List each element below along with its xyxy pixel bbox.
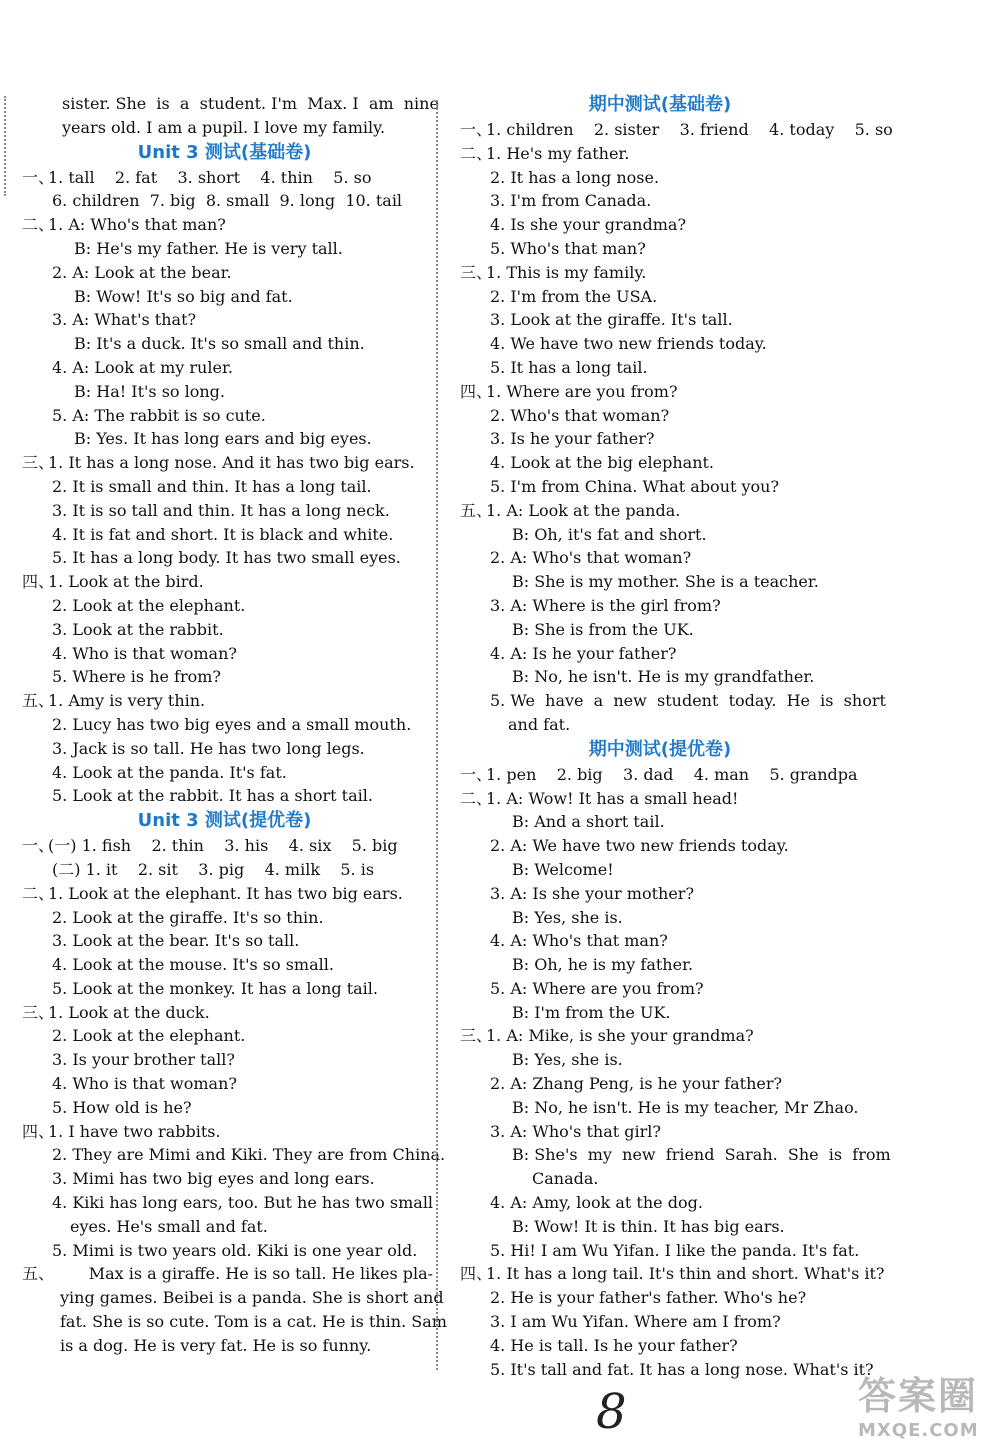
answer-line xyxy=(22,546,427,570)
answer-line xyxy=(460,642,860,666)
answer-line xyxy=(22,1120,427,1144)
answer-line xyxy=(22,1167,427,1191)
answer-text: 3. Jack is so tall. He has two long legs. xyxy=(52,738,365,758)
answer-line xyxy=(460,1167,860,1191)
watermark-text: 答案圈 xyxy=(858,1374,979,1418)
answer-line xyxy=(22,523,427,547)
answer-line xyxy=(22,261,427,285)
answer-text: B: She is my mother. She is a teacher. xyxy=(512,572,819,592)
right-column xyxy=(460,92,893,1381)
answer-text: B: I'm from the UK. xyxy=(512,1002,671,1022)
answer-text: 5. Look at the monkey. It has a long tail. xyxy=(52,978,378,998)
answer-line xyxy=(22,953,427,977)
answer-line xyxy=(460,1120,860,1144)
answer-line xyxy=(460,499,860,523)
answer-line xyxy=(22,713,427,737)
answer-line xyxy=(22,189,427,213)
question-number: 四、 xyxy=(460,381,493,401)
section-title: Unit 3 测试(基础卷) xyxy=(137,141,312,163)
answer-text: 1. This is my family. xyxy=(486,262,647,282)
answer-text: 2. Lucy has two big eyes and a small mouth. xyxy=(52,714,412,734)
answer-line xyxy=(22,737,427,761)
answer-text: 5. Look at the rabbit. It has a short tail. xyxy=(52,786,373,806)
answer-line xyxy=(460,213,860,237)
answer-text: 2. A: Who's that woman? xyxy=(490,548,692,568)
answer-line xyxy=(22,475,427,499)
answer-text: 5. Hi! I am Wu Yifan. I like the panda. It's fat. xyxy=(490,1240,860,1260)
answer-text: 2. They are Mimi and Kiki. They are from China. xyxy=(52,1145,446,1165)
answer-text: B: No, he isn't. He is my teacher, Mr Zhao. xyxy=(512,1097,859,1117)
answer-line xyxy=(22,92,439,116)
answer-line xyxy=(22,237,427,261)
answer-line xyxy=(460,308,860,332)
answer-text: 5. Mimi is two years old. Kiki is one year old. xyxy=(52,1240,418,1260)
answer-line xyxy=(460,380,860,404)
answer-text: sister. She is a student. I'm Max. I am nine xyxy=(62,94,439,113)
section-title: Unit 3 测试(提优卷) xyxy=(137,810,312,832)
answer-line xyxy=(22,977,427,1001)
answer-line xyxy=(22,1072,427,1096)
answer-text: 4. Look at the mouse. It's so small. xyxy=(52,955,334,975)
answer-line xyxy=(22,761,427,785)
answer-text: 1. I have two rabbits. xyxy=(48,1121,221,1141)
answer-text: 3. It is so tall and thin. It has a long neck. xyxy=(52,500,390,520)
answer-line xyxy=(460,546,860,570)
answer-line xyxy=(460,618,860,642)
answer-line xyxy=(460,1262,885,1286)
answer-text: 3. A: What's that? xyxy=(52,310,197,330)
answer-line xyxy=(460,475,860,499)
answer-text: 3. A: Who's that girl? xyxy=(490,1121,661,1141)
answer-line xyxy=(460,356,860,380)
answer-text: 3. Look at the giraffe. It's tall. xyxy=(490,310,733,330)
question-number: 五、 xyxy=(22,691,55,711)
answer-text: B: And a short tail. xyxy=(512,812,665,832)
answer-text: 1. A: Mike, is she your grandma? xyxy=(486,1026,754,1046)
question-number: 三、 xyxy=(460,1026,493,1046)
answer-line xyxy=(460,237,860,261)
answer-text: (一) 1. fish 2. thin 3. his 4. six 5. big xyxy=(48,836,398,856)
answer-text: B: It's a duck. It's so small and thin. xyxy=(74,334,365,354)
answer-line xyxy=(22,1048,427,1072)
answer-text: 2. A: Zhang Peng, is he your father? xyxy=(490,1074,783,1094)
answer-text: 2. Who's that woman? xyxy=(490,405,670,425)
answer-line xyxy=(460,1358,874,1382)
answer-line xyxy=(22,1310,447,1334)
answer-text: 4. It is fat and short. It is black and white. xyxy=(52,524,394,544)
answer-line xyxy=(460,1001,860,1025)
answer-line xyxy=(460,929,860,953)
answer-line xyxy=(460,713,860,737)
answer-line xyxy=(460,1334,860,1358)
answer-text: 4. Who is that woman? xyxy=(52,643,237,663)
answer-line xyxy=(460,953,860,977)
answer-line xyxy=(22,1024,427,1048)
question-number: 四、 xyxy=(22,572,55,592)
answer-text: 4. Who is that woman? xyxy=(52,1074,237,1094)
answer-text: 3. Is your brother tall? xyxy=(52,1050,235,1070)
answer-text: 4. He is tall. Is he your father? xyxy=(490,1335,738,1355)
answer-line xyxy=(460,142,860,166)
answer-line xyxy=(22,1286,444,1310)
answer-line xyxy=(460,189,860,213)
answer-text: 4. Kiki has long ears, too. But he has two small xyxy=(52,1193,434,1213)
answer-text: 1. children 2. sister 3. friend 4. today 5. so xyxy=(486,120,893,139)
answer-text: 4. A: Who's that man? xyxy=(490,931,668,951)
answer-line xyxy=(22,834,427,858)
answer-text: is a dog. He is very fat. He is so funny. xyxy=(60,1335,372,1355)
answer-line xyxy=(22,1096,427,1120)
answer-text: 2. He is your father's father. Who's he? xyxy=(490,1288,807,1308)
answer-line xyxy=(22,570,427,594)
answer-line xyxy=(460,763,860,787)
page-number: 8 xyxy=(596,1384,627,1440)
answer-text: B: Wow! It is thin. It has big ears. xyxy=(512,1216,785,1236)
answer-text: 1. Where are you from? xyxy=(486,381,678,401)
answer-text: B: She is from the UK. xyxy=(512,619,694,639)
answer-line xyxy=(22,665,427,689)
question-number: 二、 xyxy=(22,215,55,235)
answer-text: 1. A: Who's that man? xyxy=(48,215,226,235)
question-number: 一、 xyxy=(22,836,55,856)
answer-line xyxy=(22,1239,427,1263)
answer-text: 3. A: Is she your mother? xyxy=(490,883,695,903)
answer-line xyxy=(460,834,860,858)
answer-line xyxy=(22,1001,427,1025)
answer-text: 5. It has a long body. It has two small eyes. xyxy=(52,548,401,568)
answer-line xyxy=(22,929,427,953)
answer-line xyxy=(22,332,427,356)
answer-text: 2. It is small and thin. It has a long tail. xyxy=(52,476,372,496)
answer-text: 3. Look at the bear. It's so tall. xyxy=(52,931,300,951)
answer-text: 5. We have a new student today. He is short xyxy=(490,691,886,711)
answer-line xyxy=(22,451,427,475)
question-number: 三、 xyxy=(22,1002,55,1022)
answer-text: 5. Who's that man? xyxy=(490,238,646,258)
question-number: 三、 xyxy=(460,262,493,282)
answer-line xyxy=(22,882,427,906)
answer-text: 2. Look at the elephant. xyxy=(52,1026,246,1046)
section-title: 期中测试(提优卷) xyxy=(588,738,732,760)
answer-text: 5. Where is he from? xyxy=(52,667,221,687)
answer-line xyxy=(22,499,427,523)
answer-text: Canada. xyxy=(532,1169,599,1189)
answer-text: 1. Look at the elephant. It has two big ears. xyxy=(48,883,403,903)
answer-text: 1. Look at the duck. xyxy=(48,1002,210,1022)
answer-text: and fat. xyxy=(508,714,571,734)
answer-text: 5. I'm from China. What about you? xyxy=(490,476,780,496)
answer-line xyxy=(460,787,860,811)
answer-text: 4. We have two new friends today. xyxy=(490,334,767,354)
question-number: 二、 xyxy=(460,788,493,808)
answer-line xyxy=(22,1334,427,1358)
answer-line xyxy=(460,1215,860,1239)
answer-text: B: No, he isn't. He is my grandfather. xyxy=(512,667,815,687)
answer-line xyxy=(22,906,427,930)
answer-line xyxy=(22,642,427,666)
answer-line xyxy=(22,356,427,380)
answer-text: B: He's my father. He is very tall. xyxy=(74,238,343,258)
answer-text: 1. A: Wow! It has a small head! xyxy=(486,788,739,808)
answer-line xyxy=(460,1048,860,1072)
answer-line xyxy=(460,1024,860,1048)
answer-line xyxy=(460,1143,891,1167)
answer-line xyxy=(22,380,427,404)
section-title: 期中测试(基础卷) xyxy=(588,94,732,115)
question-number: 二、 xyxy=(460,143,493,163)
answer-line xyxy=(460,1310,860,1334)
question-number: 五、 xyxy=(22,1264,55,1284)
answer-line xyxy=(460,1191,860,1215)
answer-text: 5. How old is he? xyxy=(52,1097,192,1117)
answer-text: B: Oh, he is my father. xyxy=(512,955,694,975)
answer-line xyxy=(460,451,860,475)
question-number: 三、 xyxy=(22,453,55,473)
answer-line xyxy=(460,1072,860,1096)
answer-text: 4. Look at the panda. It's fat. xyxy=(52,762,287,782)
answer-text: 1. Amy is very thin. xyxy=(48,691,206,711)
answer-line xyxy=(460,261,860,285)
answer-text: 2. I'm from the USA. xyxy=(490,286,658,306)
question-number: 二、 xyxy=(22,883,55,903)
answer-text: 1. He's my father. xyxy=(486,143,630,163)
answer-line xyxy=(22,116,427,140)
watermark-logo xyxy=(858,1365,998,1450)
watermark-url: MXQE.COM xyxy=(858,1420,979,1441)
answer-line xyxy=(22,594,427,618)
question-number: 五、 xyxy=(460,500,493,520)
answer-line xyxy=(460,906,860,930)
answer-line xyxy=(460,810,860,834)
question-number: 四、 xyxy=(460,1264,493,1284)
answer-line xyxy=(22,404,427,428)
left-column xyxy=(22,92,447,1358)
answer-text: fat. She is so cute. Tom is a cat. He is thin. Sam xyxy=(60,1312,447,1332)
answer-line xyxy=(460,977,860,1001)
answer-line xyxy=(460,570,860,594)
answer-line xyxy=(22,213,427,237)
answer-line xyxy=(22,166,427,190)
answer-text: 3. Look at the rabbit. xyxy=(52,619,224,639)
answer-line xyxy=(22,784,427,808)
answer-line xyxy=(460,858,860,882)
answer-text: 4. A: Amy, look at the dog. xyxy=(490,1193,703,1213)
answer-text: B: Welcome! xyxy=(512,859,614,879)
answer-text: B: Ha! It's so long. xyxy=(74,381,225,401)
answer-text: eyes. He's small and fat. xyxy=(70,1216,268,1236)
answer-line xyxy=(22,285,427,309)
answer-text: 6. children 7. big 8. small 9. long 10. tail xyxy=(52,191,403,211)
question-number: 一、 xyxy=(22,167,55,187)
answer-text: B: Wow! It's so big and fat. xyxy=(74,286,293,306)
answer-line xyxy=(460,882,860,906)
answer-text: 2. It has a long nose. xyxy=(490,167,660,187)
answer-text: 5. It's tall and fat. It has a long nose. What's it? xyxy=(490,1359,874,1379)
answer-line xyxy=(460,332,860,356)
answer-text: 1. It has a long nose. And it has two big ears. xyxy=(48,453,415,473)
answer-text: B: Yes, she is. xyxy=(512,907,623,927)
answer-text: 3. Is he your father? xyxy=(490,429,655,449)
answer-text: B: Oh, it's fat and short. xyxy=(512,524,707,544)
answer-line xyxy=(460,689,886,713)
answer-line xyxy=(460,285,860,309)
answer-text: 4. Look at the big elephant. xyxy=(490,453,715,473)
answer-line xyxy=(22,1215,427,1239)
answer-line xyxy=(460,118,893,142)
answer-text: 2. Look at the giraffe. It's so thin. xyxy=(52,907,324,927)
answer-text: 3. A: Where is the girl from? xyxy=(490,595,721,615)
answer-text: 5. A: The rabbit is so cute. xyxy=(52,405,266,425)
answer-text: 2. Look at the elephant. xyxy=(52,595,246,615)
answer-line xyxy=(460,594,860,618)
binding-edge-dots xyxy=(4,96,6,196)
answer-text: 1. tall 2. fat 3. short 4. thin 5. so xyxy=(48,167,372,187)
answer-line xyxy=(22,1191,434,1215)
answer-line xyxy=(22,308,427,332)
answer-text: B: Yes. It has long ears and big eyes. xyxy=(74,429,372,449)
column-divider xyxy=(436,100,438,1370)
question-number: 一、 xyxy=(460,120,493,139)
answer-line xyxy=(460,166,860,190)
answer-text: 3. Mimi has two big eyes and long ears. xyxy=(52,1169,375,1189)
answer-text: 1. Look at the bird. xyxy=(48,572,204,592)
answer-line xyxy=(22,1143,446,1167)
answer-line xyxy=(460,665,860,689)
answer-line xyxy=(22,1262,434,1286)
answer-line xyxy=(460,523,860,547)
question-number: 四、 xyxy=(22,1121,55,1141)
answer-text: (二) 1. it 2. sit 3. pig 4. milk 5. is xyxy=(52,859,375,879)
answer-text: 1. It has a long tail. It's thin and short. What's it? xyxy=(486,1264,885,1284)
question-number: 一、 xyxy=(460,764,493,784)
answer-text: Max is a giraffe. He is so tall. He likes pla- xyxy=(48,1264,434,1284)
answer-line xyxy=(460,1239,860,1263)
answer-line xyxy=(22,427,427,451)
answer-line xyxy=(460,427,860,451)
answer-text: 5. It has a long tail. xyxy=(490,357,648,377)
answer-line xyxy=(460,1286,860,1310)
answer-text: 3. I am Wu Yifan. Where am I from? xyxy=(490,1312,781,1332)
answer-text: 4. A: Is he your father? xyxy=(490,643,677,663)
answer-text: 2. A: Look at the bear. xyxy=(52,262,232,282)
answer-text: ying games. Beibei is a panda. She is short and xyxy=(60,1288,444,1308)
answer-text: 1. A: Look at the panda. xyxy=(486,500,681,520)
answer-text: B: She's my new friend Sarah. She is from xyxy=(512,1145,891,1165)
answer-text: 4. Is she your grandma? xyxy=(490,215,687,235)
answer-line xyxy=(22,689,427,713)
answer-text: 1. pen 2. big 3. dad 4. man 5. grandpa xyxy=(486,764,858,784)
answer-line xyxy=(22,618,427,642)
answer-text: years old. I am a pupil. I love my family. xyxy=(62,117,386,137)
answer-text: 2. A: We have two new friends today. xyxy=(490,836,789,856)
answer-text: 4. A: Look at my ruler. xyxy=(52,357,233,377)
answer-text: 3. I'm from Canada. xyxy=(490,191,652,211)
answer-text: 5. A: Where are you from? xyxy=(490,978,704,998)
answer-line xyxy=(460,404,860,428)
answer-line xyxy=(460,1096,860,1120)
answer-line xyxy=(22,858,427,882)
answer-text: B: Yes, she is. xyxy=(512,1050,623,1070)
